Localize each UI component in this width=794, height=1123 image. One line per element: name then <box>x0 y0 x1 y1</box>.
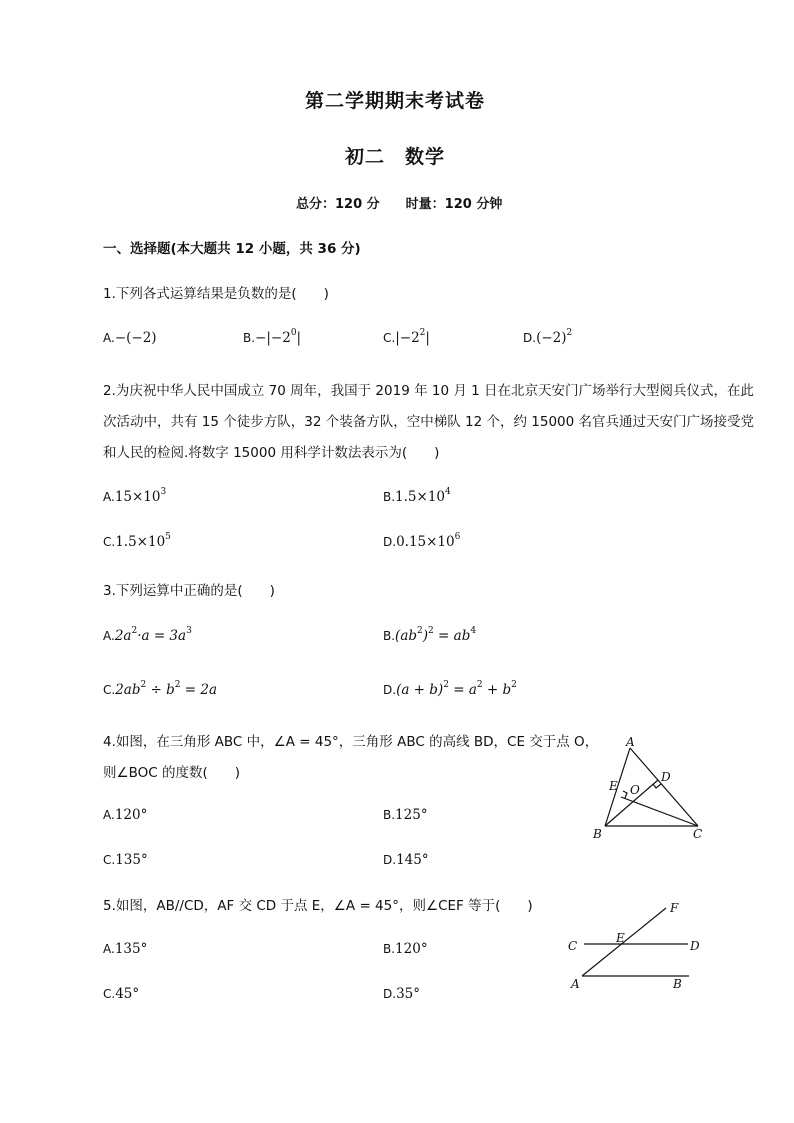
point-label-a: A <box>571 977 580 991</box>
question-2-option-c <box>103 534 171 550</box>
option-label: B. <box>383 942 396 956</box>
right-angle-mark-d <box>653 784 661 788</box>
question-5-stem: 5.如图，AB//CD，AF 交 CD 于点 E，∠A = 45°，则∠CEF 等于( ) <box>103 898 533 914</box>
question-5-option-d <box>383 986 420 1002</box>
option-exponent: 3 <box>160 487 167 497</box>
point-label-c: C <box>568 939 578 953</box>
option-label: D. <box>383 853 397 867</box>
option-exponent: 2 <box>566 328 573 338</box>
option-label: A. <box>103 490 115 504</box>
option-exponent: 2 <box>428 626 434 636</box>
option-value: 135° <box>115 852 148 868</box>
question-3-option-a <box>103 628 192 644</box>
option-expr: ÷ b <box>146 682 175 698</box>
option-exponent: 2 <box>511 680 517 690</box>
question-1-option-d <box>523 330 572 346</box>
option-exponent: 2 <box>419 328 426 338</box>
question-2-line-1: 2.为庆祝中华人民中国成立 70 周年，我国于 2019 年 10 月 1 日在北京天安门广场举行大型阅兵仪式，在此 <box>103 383 755 399</box>
option-label: A. <box>103 331 115 345</box>
option-value: 120° <box>395 941 428 957</box>
option-label: C. <box>103 853 116 867</box>
option-exponent: 2 <box>140 680 147 690</box>
point-label-b: B <box>673 977 682 991</box>
option-expr: 1.5×10 <box>115 534 166 550</box>
option-expr: |−2 <box>395 330 420 346</box>
option-expr-close: | <box>425 330 430 346</box>
option-exponent: 2 <box>476 680 483 690</box>
point-label-f: F <box>670 901 679 915</box>
option-expr: −|−2 <box>255 330 291 346</box>
option-label: D. <box>383 987 397 1001</box>
question-4-option-a <box>103 807 147 823</box>
question-3-stem: 3.下列运算中正确的是( ) <box>103 583 275 599</box>
question-4-line-2: 则∠BOC 的度数( ) <box>103 765 241 781</box>
option-exponent: 6 <box>454 532 461 542</box>
option-label: C. <box>103 987 116 1001</box>
question-1-option-a <box>103 330 157 346</box>
option-expr: 0.15×10 <box>396 534 455 550</box>
option-value: 145° <box>396 852 429 868</box>
question-2-option-b <box>383 489 451 505</box>
option-expr: −(−2) <box>114 330 157 346</box>
option-label: D. <box>383 535 397 549</box>
question-4-option-b <box>383 807 428 823</box>
option-expr-close: | <box>296 330 302 346</box>
option-expr: (ab <box>395 628 418 644</box>
question-1-option-c <box>383 330 430 346</box>
option-expr: = 2a <box>180 682 218 698</box>
question-5-option-c <box>103 986 139 1002</box>
question-5-option-a <box>103 941 147 957</box>
question-1-stem: 1.下列各式运算结果是负数的是( ) <box>103 286 329 302</box>
option-expr: ) <box>422 628 429 644</box>
point-label-c: C <box>693 827 703 841</box>
option-label: C. <box>103 535 116 549</box>
question-2-line-2: 次活动中，共有 15 个徒步方队，32 个装备方队，空中梯队 12 个，约 15000 名官兵通过天安门广场接受党 <box>103 414 755 430</box>
question-5-parallel-lines-figure <box>562 896 712 996</box>
option-expr: (a + b) <box>396 682 444 698</box>
question-2-option-d <box>383 534 460 550</box>
option-expr: 2a <box>114 628 132 644</box>
option-value: 120° <box>114 807 148 823</box>
question-2-option-a <box>103 489 166 505</box>
point-label-e: E <box>609 779 618 793</box>
option-exponent: 3 <box>186 626 192 636</box>
right-angle-mark-e <box>623 791 627 798</box>
option-exponent: 0 <box>290 328 297 338</box>
option-value: 125° <box>395 807 428 823</box>
option-exponent: 2 <box>443 680 449 690</box>
option-label: A. <box>103 808 115 822</box>
option-exponent: 4 <box>445 487 451 497</box>
altitude-ce <box>621 797 698 826</box>
point-label-d: D <box>690 939 700 953</box>
option-label: C. <box>103 683 116 697</box>
option-exponent: 2 <box>131 626 138 636</box>
option-label: B. <box>243 331 256 345</box>
option-value: 45° <box>115 986 140 1002</box>
question-4-option-c <box>103 852 148 868</box>
exam-meta: 总分：120 分 时量：120 分钟 <box>296 197 503 212</box>
page-title: 第二学期期末考试卷 <box>305 90 486 112</box>
question-3-option-d <box>383 682 517 698</box>
option-expr: (−2) <box>536 330 567 346</box>
option-value: 135° <box>114 941 148 957</box>
point-label-a: A <box>626 735 635 749</box>
option-exponent: 5 <box>165 532 171 542</box>
option-expr: + b <box>482 682 512 698</box>
question-4-triangle-figure <box>588 734 708 844</box>
option-label: D. <box>383 683 397 697</box>
option-exponent: 2 <box>417 626 423 636</box>
question-5-option-b <box>383 941 428 957</box>
question-4-option-d <box>383 852 429 868</box>
option-label: B. <box>383 490 396 504</box>
option-expr: = ab <box>433 628 471 644</box>
question-4-line-1: 4.如图，在三角形 ABC 中，∠A = 45°，三角形 ABC 的高线 BD，CE 交于点 O， <box>103 734 599 750</box>
option-label: A. <box>103 942 115 956</box>
question-1-option-b <box>243 330 301 346</box>
option-exponent: 2 <box>174 680 181 690</box>
triangle-side-ac <box>630 748 698 826</box>
option-label: A. <box>103 629 115 643</box>
option-label: B. <box>383 629 396 643</box>
option-expr: 2ab <box>115 682 141 698</box>
point-label-b: B <box>593 827 602 841</box>
option-expr: ·a = 3a <box>137 628 187 644</box>
section-heading: 一、选择题(本大题共 12 小题，共 36 分) <box>103 241 361 257</box>
option-exponent: 4 <box>470 626 477 636</box>
option-expr: 1.5×10 <box>395 489 446 505</box>
question-3-option-b <box>383 628 476 644</box>
question-3-option-c <box>103 682 217 698</box>
option-expr: = a <box>448 682 477 698</box>
point-label-o: O <box>630 783 640 797</box>
option-label: D. <box>523 331 537 345</box>
question-2-line-3: 和人民的检阅.将数字 15000 用科学计数法表示为( ) <box>103 445 440 461</box>
option-value: 35° <box>396 986 420 1002</box>
option-label: B. <box>383 808 396 822</box>
point-label-d: D <box>661 770 671 784</box>
page-subtitle: 初二 数学 <box>345 146 446 168</box>
option-expr: 15×10 <box>114 489 161 505</box>
point-label-e: E <box>616 931 625 945</box>
option-label: C. <box>383 331 396 345</box>
